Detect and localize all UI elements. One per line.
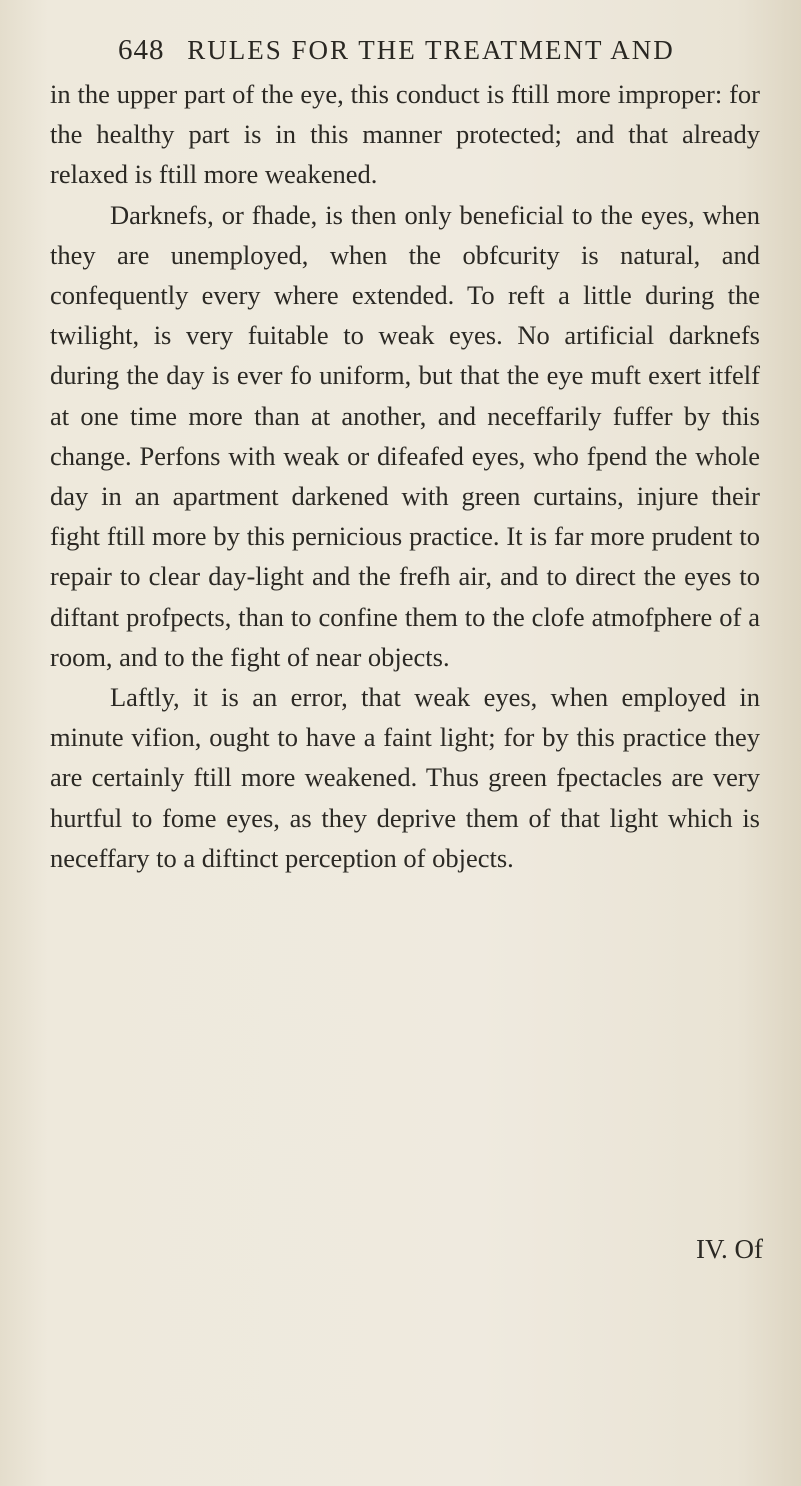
paragraph-lastly: Laftly, it is an error, that weak eyes, when employed in minute vifion, ought to have a faint light; for by this practice they are certainly ftill more weakened. Thus green fpectacles are very hurtful to fome eyes, as they deprive them of that light which is neceffary to a diftinct perception of objects.	[50, 682, 760, 873]
running-title: RULES FOR THE TREATMENT AND	[187, 35, 675, 65]
paragraph-continued: in the upper part of the eye, this conduct is ftill more improper: for the healthy part is in this manner protected; and that already relaxed is ftill more weakened.	[50, 79, 760, 190]
page-number: 648	[118, 34, 165, 66]
paragraph-darkness: Darknefs, or fhade, is then only beneficial to the eyes, when they are unemployed, when the obfcurity is natural, and confequently every where extended. To reft a little during the twilight, is very fuitable to weak eyes. No artificial darknefs during the day is ever fo uniform, but that the eye muft exert itfelf at one time more than at another, and neceffarily fuffer by this change. Perfons with weak or difeafed eyes, who fpend the whole day in an apartment darkened with green curtains, injure their fight ftill more by this pernicious practice. It is far more prudent to repair to clear day-light and the frefh air, and to direct the eyes to diftant profpects, than to confine them to the clofe atmofphere of a room, and to the fight of near objects.	[50, 199, 760, 672]
body-text	[50, 74, 760, 878]
catchword: IV. Of	[696, 1234, 763, 1264]
running-header	[118, 34, 758, 67]
